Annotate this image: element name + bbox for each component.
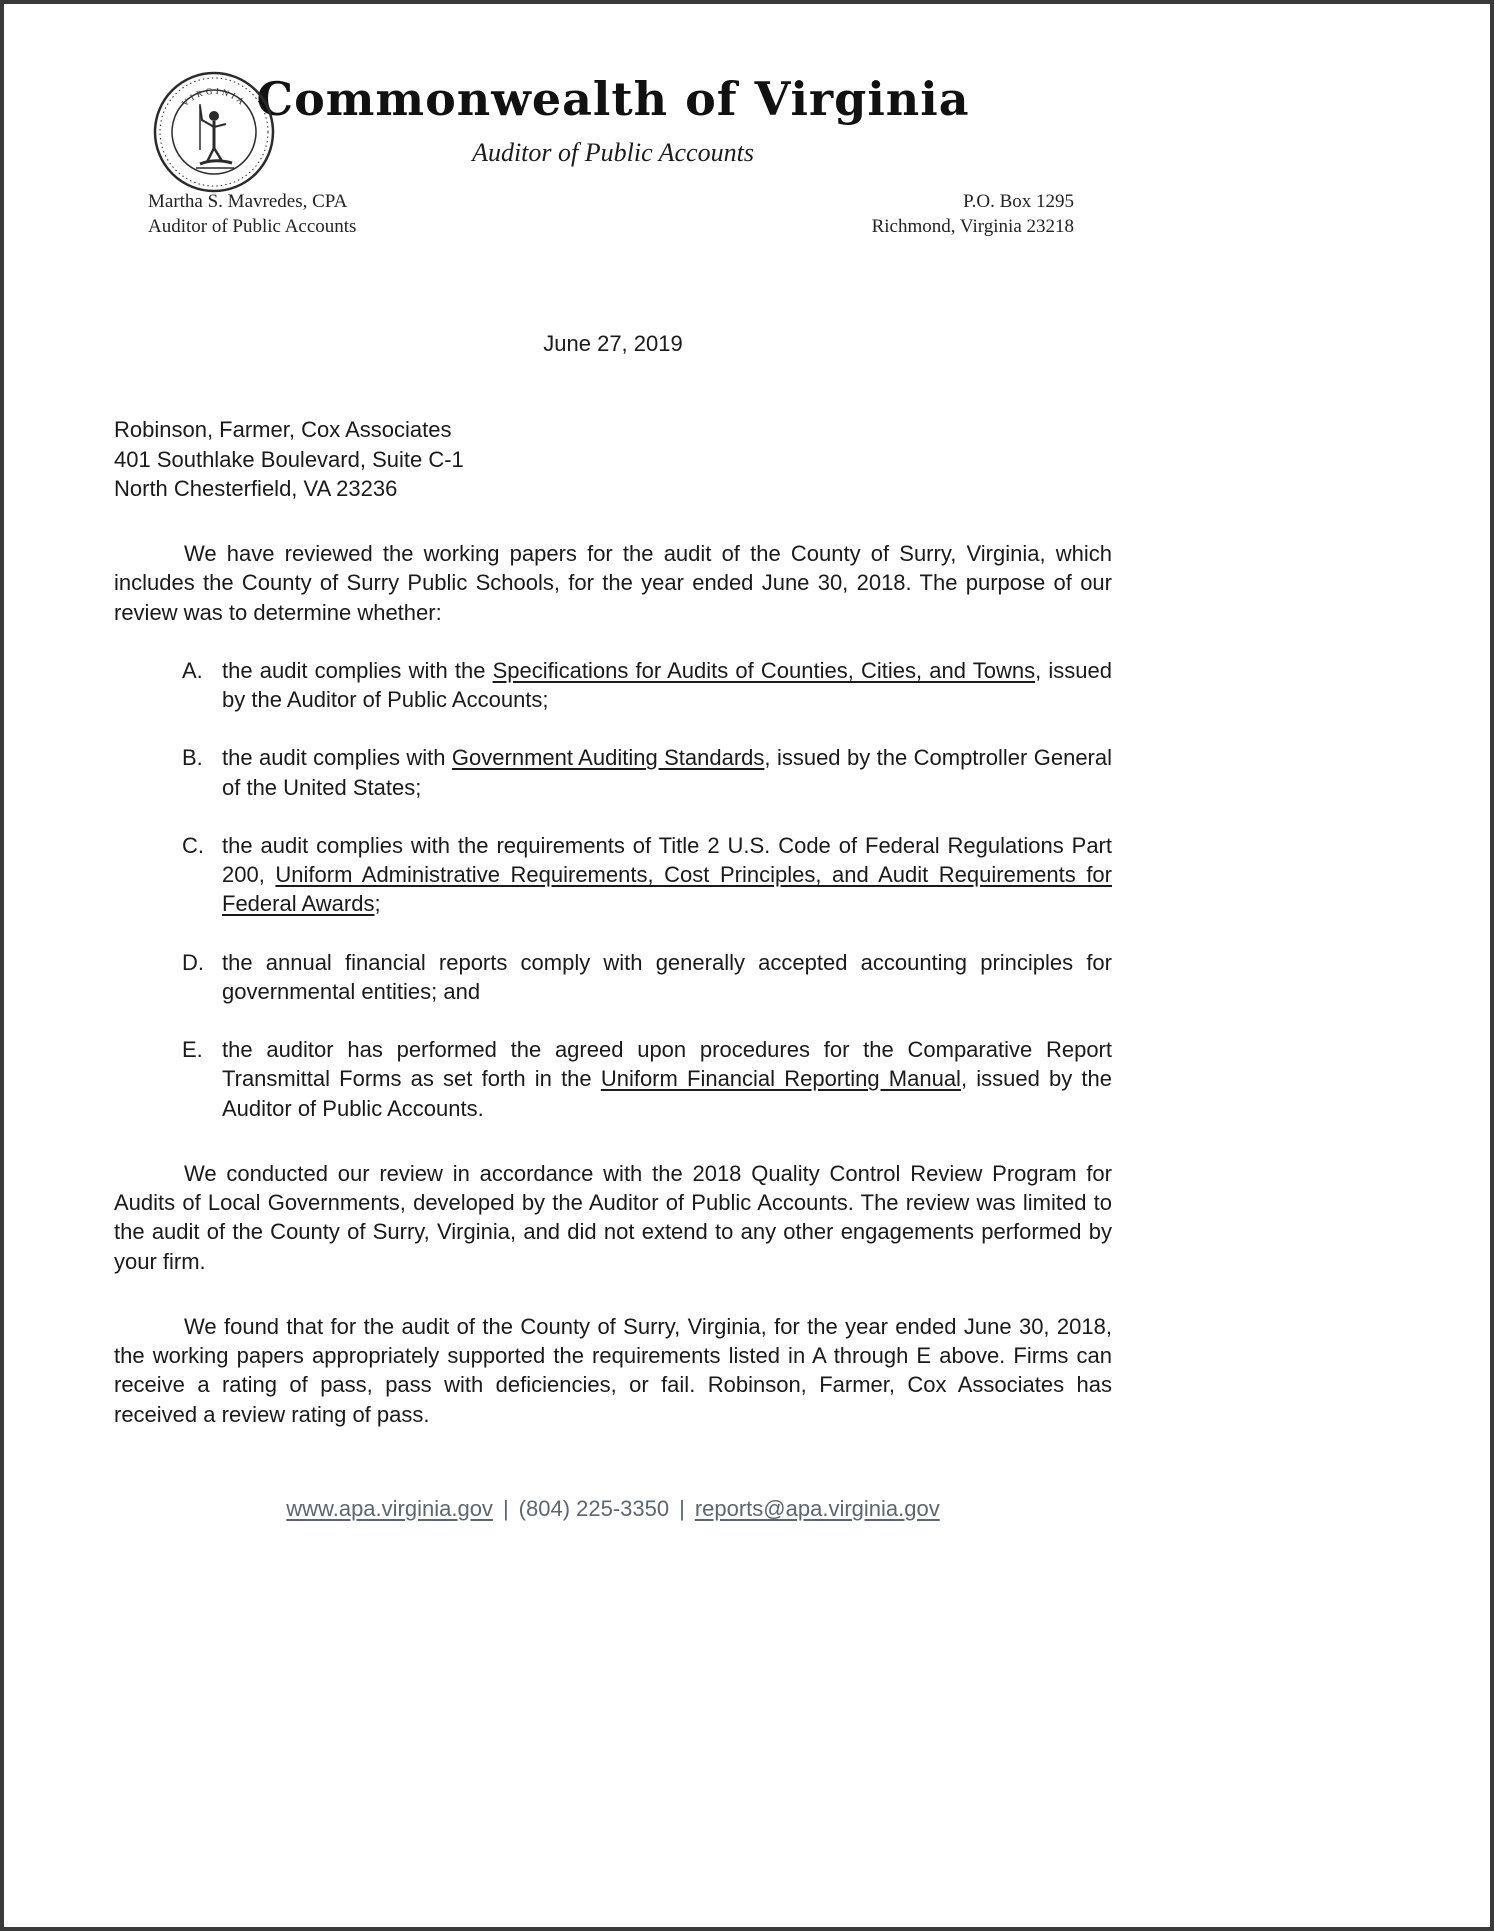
paragraph-review-scope: We conducted our review in accordance with the 2018 Quality Control Review Program for Audits of Local Governments, developed by the Auditor of Public Accounts. The review was limited to the audit of the County of Surry, Virginia, and did not extend to any other engagements performed by your firm.: [114, 1160, 1112, 1274]
list-item-d: [114, 948, 1112, 1007]
list-item-label: C.: [182, 832, 204, 858]
underlined-title: Uniform Administrative Requirements, Cost Principles, and Audit Requirements for Federal Awards: [222, 862, 1112, 917]
official-block: [148, 190, 356, 239]
list-item-text: [222, 948, 1112, 1007]
letter-date: June 27, 2019: [543, 331, 683, 357]
page-footer: [114, 1496, 1112, 1522]
list-item-e: [114, 1035, 1112, 1123]
list-item-text-pre: the audit complies with the requirements of Title 2 U.S. Code of Federal Regulations Part 200,: [222, 832, 1112, 888]
virginia-state-seal-icon: [152, 70, 276, 194]
underlined-title: Government Auditing Standards: [451, 745, 765, 771]
list-item-label: D.: [182, 949, 204, 975]
requirements-list: [114, 656, 1112, 1123]
letterhead-info-row: [114, 190, 1112, 239]
list-item-text-pre: the annual financial reports comply with generally accepted accounting principles for governmental entities; and: [222, 949, 1112, 1004]
recipient-address: [114, 415, 1112, 503]
recipient-street: 401 Southlake Boulevard, Suite C-1: [114, 446, 464, 472]
list-item-text: [222, 656, 1112, 715]
list-item-text-pre: the audit complies with the: [222, 657, 493, 683]
official-title: Auditor of Public Accounts: [148, 215, 357, 237]
list-item-text: [222, 1035, 1112, 1123]
list-item-b: [114, 743, 1112, 802]
phone-number: (804) 225-3350: [518, 1496, 670, 1521]
recipient-name: Robinson, Farmer, Cox Associates: [114, 417, 452, 443]
email-link[interactable]: reports@apa.virginia.gov: [694, 1496, 940, 1521]
list-item-text-pre: the audit complies with: [222, 745, 452, 771]
list-item-label: E.: [182, 1037, 203, 1063]
list-item-text-post: ;: [374, 891, 381, 917]
underlined-title: Uniform Financial Reporting Manual: [600, 1066, 961, 1092]
list-item-text: [222, 831, 1112, 919]
paragraph-findings: We found that for the audit of the County of Surry, Virginia, for the year ended June 30, 2018, the working papers appropriately supported the requirements listed in A through E above. Firms can receive a rating of pass, pass with deficiencies, or fail. Robinson, Farmer, Cox Associates has received a review rating of pass.: [114, 1313, 1112, 1427]
footer-separator: |: [502, 1496, 509, 1521]
svg-text:VIRGINIA: VIRGINIA: [179, 85, 249, 109]
official-name: Martha S. Mavredes, CPA: [148, 191, 348, 212]
list-item-text-post: , issued by the Auditor of Public Accounts.: [222, 1066, 1112, 1121]
recipient-city: North Chesterfield, VA 23236: [114, 475, 398, 501]
org-subtitle: Auditor of Public Accounts: [472, 138, 754, 167]
address-po-box: P.O. Box 1295: [963, 191, 1074, 212]
list-item-a: [114, 656, 1112, 715]
list-item-text-post: , issued by the Auditor of Public Accounts;: [222, 657, 1112, 713]
paragraph-intro: We have reviewed the working papers for the audit of the County of Surry, Virginia, which includes the County of Surry Public Schools, for the year ended June 30, 2018. The purpose of our review was to determine whether:: [114, 541, 1112, 625]
org-name: Commonwealth of Virginia: [256, 72, 970, 126]
letter-content: [114, 4, 1112, 1429]
list-item-label: A.: [182, 657, 203, 683]
address-city: Richmond, Virginia 23218: [871, 215, 1074, 237]
footer-separator: |: [679, 1496, 685, 1521]
website-link[interactable]: www.apa.virginia.gov: [286, 1496, 493, 1521]
list-item-text-pre: the auditor has performed the agreed upon procedures for the Comparative Report Transmittal Forms as set forth in the: [222, 1037, 1112, 1092]
list-item-text-post: , issued by the Comptroller General of the United States;: [222, 745, 1113, 800]
office-address-block: [872, 190, 1074, 239]
underlined-title: Specifications for Audits of Counties, Cities, and Towns: [492, 657, 1036, 683]
list-item-label: B.: [182, 745, 203, 771]
list-item-text: [222, 743, 1112, 802]
letterhead: [114, 4, 1112, 239]
list-item-c: [114, 831, 1112, 919]
